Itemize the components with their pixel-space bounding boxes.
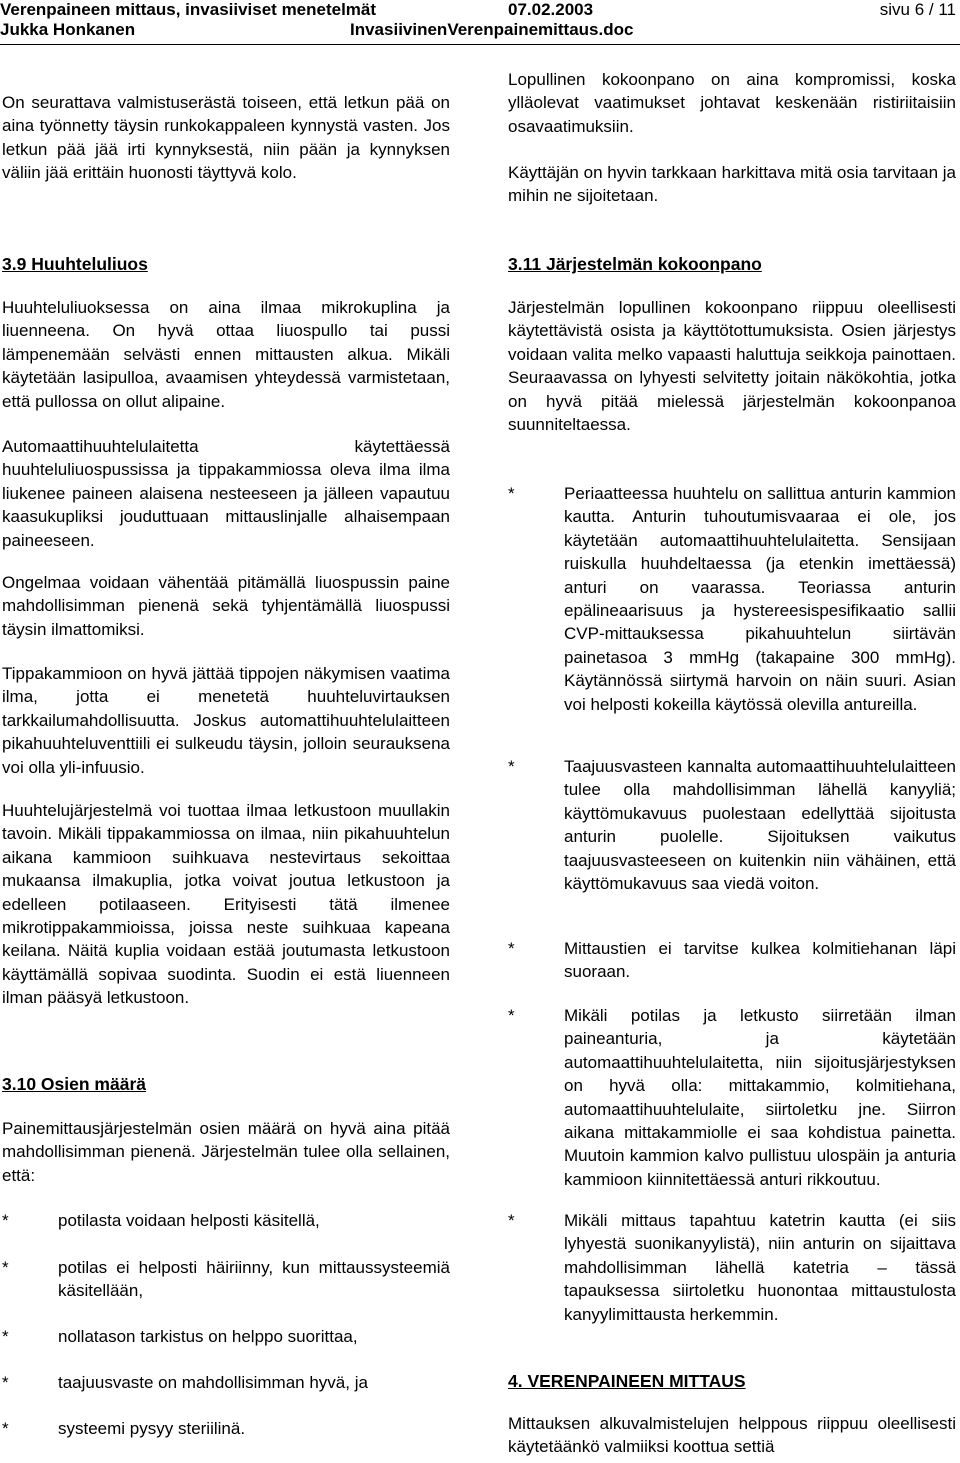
section-heading-3-10: 3.10 Osien määrä — [2, 1074, 146, 1094]
section-heading-3-11: 3.11 Järjestelmän kokoonpano — [508, 254, 762, 274]
paragraph: Lopullinen kokoonpano on aina kompromissi, koska ylläolevat vaatimukset johtavat keskenään ristiriitaisiin osavaatimuksiin. — [508, 70, 956, 136]
file-name: InvasiivinenVerenpainemittaus.doc — [350, 20, 634, 39]
paragraph: Mittauksen alkuvalmistelujen helppous riippuu oleellisesti käytetäänkö valmiiksi koottua settiä — [508, 1414, 956, 1457]
list-item-text: Mikäli mittaus tapahtuu katetrin kautta (ei siis lyhyestä suonikanyylistä), niin anturin on sijaittava mahdollisimman lähellä katetria – tässä tapauksessa siirtoletku huonontaa mittaustulosta kanyylimittausta herkemmin. — [564, 1211, 956, 1324]
page-header — [0, 0, 960, 46]
bullet-marker: * — [508, 1211, 515, 1230]
author-name: Jukka Honkanen — [0, 20, 136, 39]
list-item-text: nollatason tarkistus on helppo suorittaa, — [58, 1327, 358, 1346]
bullet-marker: * — [2, 1327, 9, 1346]
paragraph: Painemittausjärjestelmän osien määrä on hyvä aina pitää mahdollisimman pienenä. Järjestelmän tulee olla sellainen, että: — [2, 1119, 450, 1185]
bullet-marker: * — [2, 1419, 9, 1438]
list-item-text: Mittaustien ei tarvitse kulkea kolmitiehanan läpi suoraan. — [564, 939, 956, 982]
bullet-marker: * — [508, 484, 515, 503]
list-item-text: Mikäli potilas ja letkusto siirretään ilman paineanturia, ja käytetään automaattihuuhtelulaitetta, niin sijoitusjärjestyksen on hyvä olla: mittakammio, kolmitiehana, automaattihuuhtelulaite, siirtoletku jne. Siirron aikana mittakammiolle ei saa kohdistua painetta. Muutoin kammion kalvo pullistuu ulospäin ja anturia kammioon kiinnitettäessä anturi rikkoutuu. — [564, 1006, 956, 1189]
list-item-text: systeemi pysyy steriilinä. — [58, 1419, 246, 1438]
bullet-marker: * — [508, 757, 515, 776]
paragraph: Ongelmaa voidaan vähentää pitämällä liuospussin paine mahdollisimman pienenä sekä tyhjentämällä liuospussi täysin ilmattomiksi. — [2, 573, 450, 639]
paragraph: Automaattihuuhtelulaitetta käytettäessä huuhteluliuospussissa ja tippakammiossa oleva ilma ilma liukenee paineen alaisena nesteeseen ja jälleen vapautuu kaasukupliksi jouduttuaan mittauslinjalle alhaisempaan paineeseen. — [2, 437, 450, 550]
bullet-marker: * — [508, 939, 515, 958]
intro-paragraph: On seurattava valmistuserästä toiseen, että letkun pää on aina työnnetty täysin runkokappaleen kynnystä vasten. Jos letkun pää jää irti kynnyksestä, niin pään ja kynnyksen väliin jää erittäin huonosti täyttyvä kolo. — [2, 93, 450, 183]
paragraph: Tippakammioon on hyvä jättää tippojen näkymisen vaatima ilma, jotta ei menetetä huuhteluvirtauksen tarkkailumahdollisuutta. Joskus automattihuuhtelulaitteen pikahuuhteluventtiili ei sulkeudu täysin, jolloin seurauksena voi olla yli-infuusio. — [2, 664, 450, 777]
list-item-text: potilasta voidaan helposti käsitellä, — [58, 1211, 320, 1230]
list-item-text: potilas ei helposti häiriinny, kun mittaussysteemiä käsitellään, — [58, 1258, 450, 1301]
document-date: 07.02.2003 — [508, 0, 594, 19]
paragraph: Huuhteluliuoksessa on aina ilmaa mikrokuplina ja liuenneena. On hyvä ottaa liuospullo tai pussi lämpenemään selvästi ennen mittausten alkua. Mikäli käytetään lasipulloa, avaamisen yhteydessä varmistetaan, että pullossa on ollut alipaine. — [2, 298, 450, 411]
list-item-text: Periaatteessa huuhtelu on sallittua anturin kammion kautta. Anturin tuhoutumisvaaraa ei ole, jos käytetään automaattihuuhtelulaitetta. Sensijaan ruiskulla huuhdeltaessa (ja etenkin imettäessä) anturi on vaarassa. Teoriassa anturin epälineaarisuus ja hystereesispesifikaatio sallii CVP-mittauksessa pikahuuhtelun siirtävän painetasoa 3 mmHg (takapaine 300 mmHg). Käytännössä siirtymä harvoin on näin suuri. Asian voi helposti kokeilla käytössä olevilla antureilla. — [564, 484, 956, 714]
header-rule — [0, 44, 960, 45]
section-heading-4: 4. VERENPAINEEN MITTAUS — [508, 1371, 746, 1391]
bullet-marker: * — [2, 1211, 9, 1230]
list-item-text: Taajuusvasteen kannalta automaattihuuhtelulaitteen tulee olla mahdollisimman lähellä kanyyliä; käyttömukavuus puolestaan edellyttää sijoitusta anturin puolelle. Sijoituksen vaikutus taajuusvasteeseen on kuitenkin niin vähäinen, että käyttömukavuus saa viedä voiton. — [564, 757, 956, 894]
bullet-marker: * — [508, 1006, 515, 1025]
list-item-text: taajuusvaste on mahdollisimman hyvä, ja — [58, 1373, 368, 1392]
bullet-marker: * — [2, 1373, 9, 1392]
bullet-marker: * — [2, 1258, 9, 1277]
page-number: sivu 6 / 11 — [879, 0, 956, 19]
paragraph: Järjestelmän lopullinen kokoonpano riippuu oleellisesti käytettävistä osista ja käyttötottumuksista. Osien järjestys voidaan valita melko vapaasti haluttuja seikkoja painottaen. Seuraavassa on lyhyesti selvitetty joitain näkökohtia, jotka on hyvä pitää mielessä järjestelmän kokoonpanoa suunniteltaessa. — [508, 298, 956, 435]
paragraph: Huuhtelujärjestelmä voi tuottaa ilmaa letkustoon muullakin tavoin. Mikäli tippakammiossa on ilmaa, niin pikahuuhtelun aikana kammioon suihkuava nestevirtaus sekoittaa mukaansa ilmakuplia, jotka voivat joutua letkustoon ja edelleen potilaaseen. Erityisesti tätä ilmenee mikrotippakammioissa, joissa neste suihkuaa kapeana keilana. Näitä kuplia voidaan estää joutumasta letkustoon käyttämällä sopivaa suodinta. Suodin ei estä liuenneen ilman pääsyä letkustoon. — [2, 801, 450, 1008]
section-heading-3-9: 3.9 Huuhteluliuos — [2, 254, 148, 274]
paragraph: Käyttäjän on hyvin tarkkaan harkittava mitä osia tarvitaan ja mihin ne sijoitetaan. — [508, 163, 956, 206]
document-title: Verenpaineen mittaus, invasiiviset menetelmät — [0, 0, 377, 19]
